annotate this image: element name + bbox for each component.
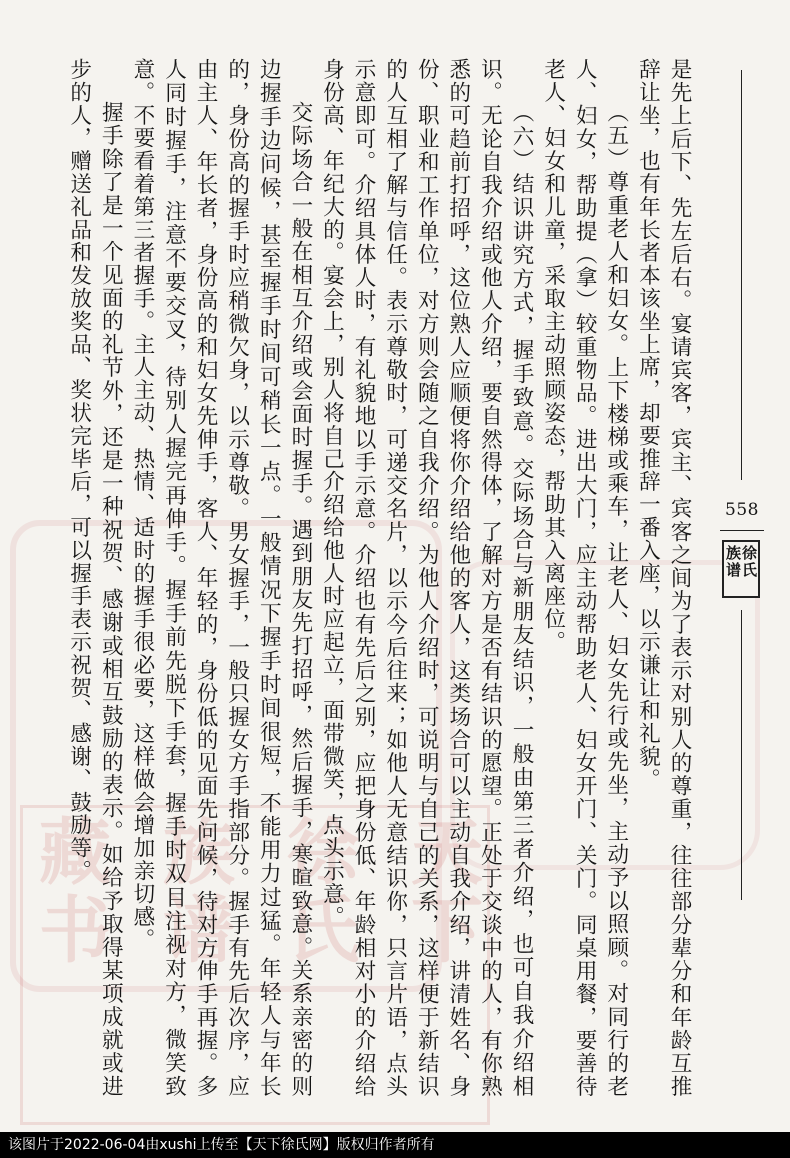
- page-number-rule: [720, 530, 764, 531]
- paragraph-seating-order: 是先上后下、先左后右。宴请宾客，宾主、宾客之间为了表示对别人的尊重，往往部分辈分和年龄互推辞让坐，也有年长者本该坐上席，却要推辞一番入座，以示谦让和礼貌。: [635, 58, 692, 1098]
- paragraph-introductions: （六）结识讲究方式，握手致意。交际场合与新朋友结识，一般由第三者介绍，也可自我介绍相识。无论自我介绍或他人介绍，要自然得体，了解对方是否有结识的愿望。正处于交谈中的人，有你熟悉的可趋前打招呼，这位熟人应顺便将你介绍给他的客人，这类场合可以主动自我介绍，讲清姓名、身份、职业和工作单位，对方则会随之自我介绍。为他人介绍时，可说明与自己的关系，这样便于新结识的人互相了解与信任。表示尊敬时，可递交名片，以示今后往来；如他人无意结识你，只言片语，点头示意即可。介绍具体人时，有礼貌地以手示意。介绍也有先后之别，应把身份低、年龄相对小的介绍给身份高、年纪大的。宴会上，别人将自己介绍给他人时应起立，面带微笑，点头示意。: [319, 58, 535, 1098]
- margin-line-bottom: [741, 610, 742, 900]
- seal-column-1: 天下: [399, 814, 484, 970]
- page-number: 558: [725, 500, 759, 520]
- logo-text-1: 徐氏: [740, 545, 758, 579]
- page-margin: [712, 70, 772, 1090]
- seal-column-4: 藏书: [27, 814, 112, 970]
- body-text: [55, 58, 695, 1098]
- xushi-genealogy-logo: [722, 540, 760, 598]
- paragraph-handshake-meaning: 握手除了是一个见面的礼节外，还是一种祝贺、感谢或相互鼓励的表示。如给予取得某项成就或进步的人，赠送礼品和发放奖品、奖状完毕后，可以握手表示祝贺、感谢、鼓励等。: [66, 58, 124, 1098]
- logo-text-2: 族谱: [724, 545, 742, 579]
- seal-column-2: 徐氏: [275, 814, 360, 970]
- margin-line-top: [741, 70, 742, 480]
- paragraph-handshake: 交际场合一般在相互介绍或会面时握手。遇到朋友先打招呼，然后握手，寒暄致意。关系亲密的则边握手边问候，甚至握手时间可稍长一点。一般情况下握手时间很短，不能用力过猛。年轻人与年长的，身份高的握手时应稍微欠身，以示尊敬。男女握手，一般只握女方手指部分。握手有先后次序，应由主人、年长者，身份高的和妇女先伸手，客人、年轻的，身份低的见面先问候，待对方伸手再握。多人同时握手，注意不要交叉，待别人握完再伸手。握手前先脱下手套，握手时双目注视对方，微笑致意。不要看着第三者握手。主人主动、热情、适时的握手很必要，这样做会增加亲切感。: [129, 58, 313, 1098]
- upload-footer: 该图片于2022-06-04由xushi上传至【天下徐氏网】版权归作者所有: [0, 1132, 790, 1158]
- paragraph-respect-elders: （五）尊重老人和妇女。上下楼梯或乘车，让老人、妇女先行或先坐，主动予以照顾。对同行的老人、妇女，帮助提（拿）较重物品。进出大门，应主动帮助老人、妇女开门、关门。同桌用餐，要善待老人、妇女和儿童，采取主动照顾姿态，帮助其入离座位。: [540, 58, 629, 1098]
- seal-column-3: 族谱: [151, 814, 236, 970]
